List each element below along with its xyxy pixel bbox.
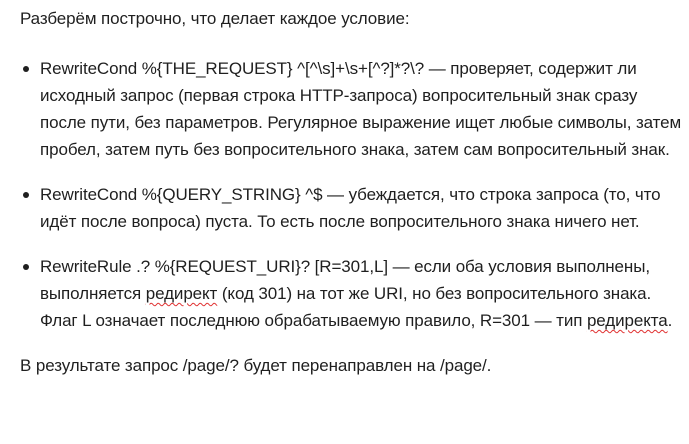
intro-text: Разберём построчно, что делает каждое условие: <box>20 9 410 28</box>
misspelled-word[interactable]: редиректа <box>586 311 668 330</box>
message-content <box>20 0 684 379</box>
list-item-text-part: (код 301) на тот же URI, но без вопросительного знака. Флаг L означает последнюю обрабатываемую правило, R=301 — тип <box>40 284 652 330</box>
list-item-text: RewriteCond %{QUERY_STRING} ^$ — убеждается, что строка запроса (то, что идёт после вопроса) пуста. То есть после вопросительного знака ничего нет. <box>40 185 661 231</box>
list-item <box>20 55 684 163</box>
list-item-text: RewriteCond %{THE_REQUEST} ^[^\s]+\s+[^?]*?\? — проверяет, содержит ли исходный запрос (первая строка HTTP-запроса) вопросительный знак сразу после пути, без параметров. Регулярное выражение ищет любые символы, затем пробел, затем путь без вопросительного знака, затем сам вопросительный знак. <box>40 59 682 159</box>
condition-list <box>20 55 684 334</box>
outro-text: В результате запрос /page/? будет перенаправлен на /page/. <box>20 356 492 375</box>
misspelled-word[interactable]: редирект <box>145 284 218 303</box>
list-item-text-part: . <box>667 311 673 330</box>
list-item <box>20 181 684 235</box>
bullet-icon <box>23 264 29 270</box>
list-item <box>20 253 684 334</box>
list-item-text-part: RewriteRule .? %{REQUEST_URI}? [R=301,L] — если оба условия выполнены, выполняется <box>40 257 650 303</box>
bullet-icon <box>23 66 29 72</box>
bullet-icon <box>23 192 29 198</box>
